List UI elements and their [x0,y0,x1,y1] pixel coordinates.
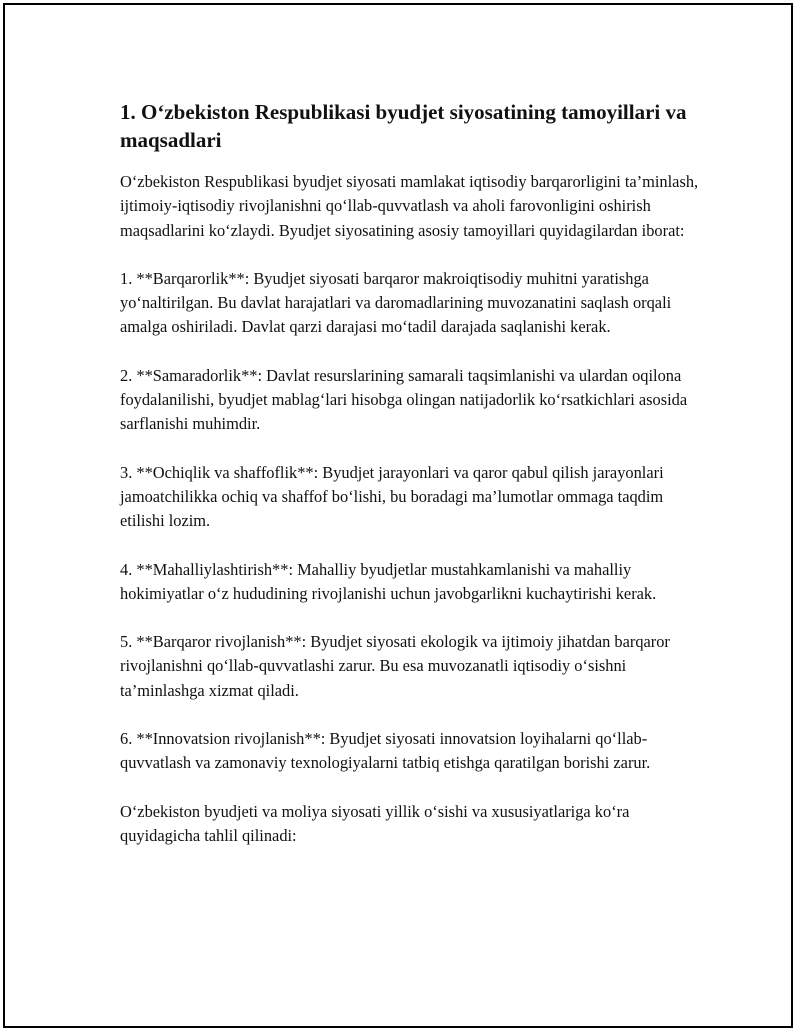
section-heading: 1. O‘zbekiston Respublikasi byudjet siyosatining tamoyillari va maqsadlari [120,100,687,152]
page-frame [3,3,793,1028]
principle-localization: 4. **Mahalliylashtirish**: Mahalliy byudjetlar mustahkamlanishi va mahalliy hokimiyatlar o‘z hududining rivojlanishi uchun javobgarlikni kuchaytirishi kerak. [120,559,657,603]
principle-efficiency: 2. **Samaradorlik**: Davlat resurslarining samarali taqsimlanishi va ulardan oqilona foydalanilishi, byudjet mablag‘lari hisobga olingan natijadorlik ko‘rsatkichlari asosida sarflanishi muhimdir. [120,365,688,434]
principle-sustainable-development: 5. **Barqaror rivojlanish**: Byudjet siyosati ekologik va ijtimoiy jihatdan barqaror rivojlanishni qo‘llab-quvvatlashi zarur. Bu esa muvozanatli iqtisodiy o‘sishni ta’minlashga xizmat qiladi. [120,632,670,700]
intro-paragraph: O‘zbekiston Respublikasi byudjet siyosati mamlakat iqtisodiy barqarorligini ta’minlash, ijtimoiy-iqtisodiy rivojlanishni qo‘llab-quvvatlash va aholi farovonligini oshirish maqsadlarini ko‘zlaydi. Byudjet siyosatining asosiy tamoyillari quyidagilardan iborat: [120,172,699,240]
principle-stability: 1. **Barqarorlik**: Byudjet siyosati barqaror makroiqtisodiy muhitni yaratishga yo‘naltirilgan. Bu davlat harajatlari va daromadlarining muvozanatini saqlash orqali amalga oshiriladi. Davlat qarzi darajasi mo‘tadil darajada saqlanishi kerak. [120,268,672,337]
principle-transparency: 3. **Ochiqlik va shaffoflik**: Byudjet jarayonlari va qaror qabul qilish jarayonlari jamoatchilikka ochiq va shaffof bo‘lishi, bu boradagi ma’lumotlar ommaga taqdim etilishi lozim. [120,462,664,531]
principle-innovative-development: 6. **Innovatsion rivojlanish**: Byudjet siyosati innovatsion loyihalarni qo‘llab-quvvatlash va zamonaviy texnologiyalarni tatbiq etishga qaratilgan borishi zarur. [120,729,651,773]
closing-paragraph: O‘zbekiston byudjeti va moliya siyosati yillik o‘sishi va xususiyatlariga ko‘ra quyidagicha tahlil qilinadi: [120,801,630,845]
document-body [120,98,710,872]
